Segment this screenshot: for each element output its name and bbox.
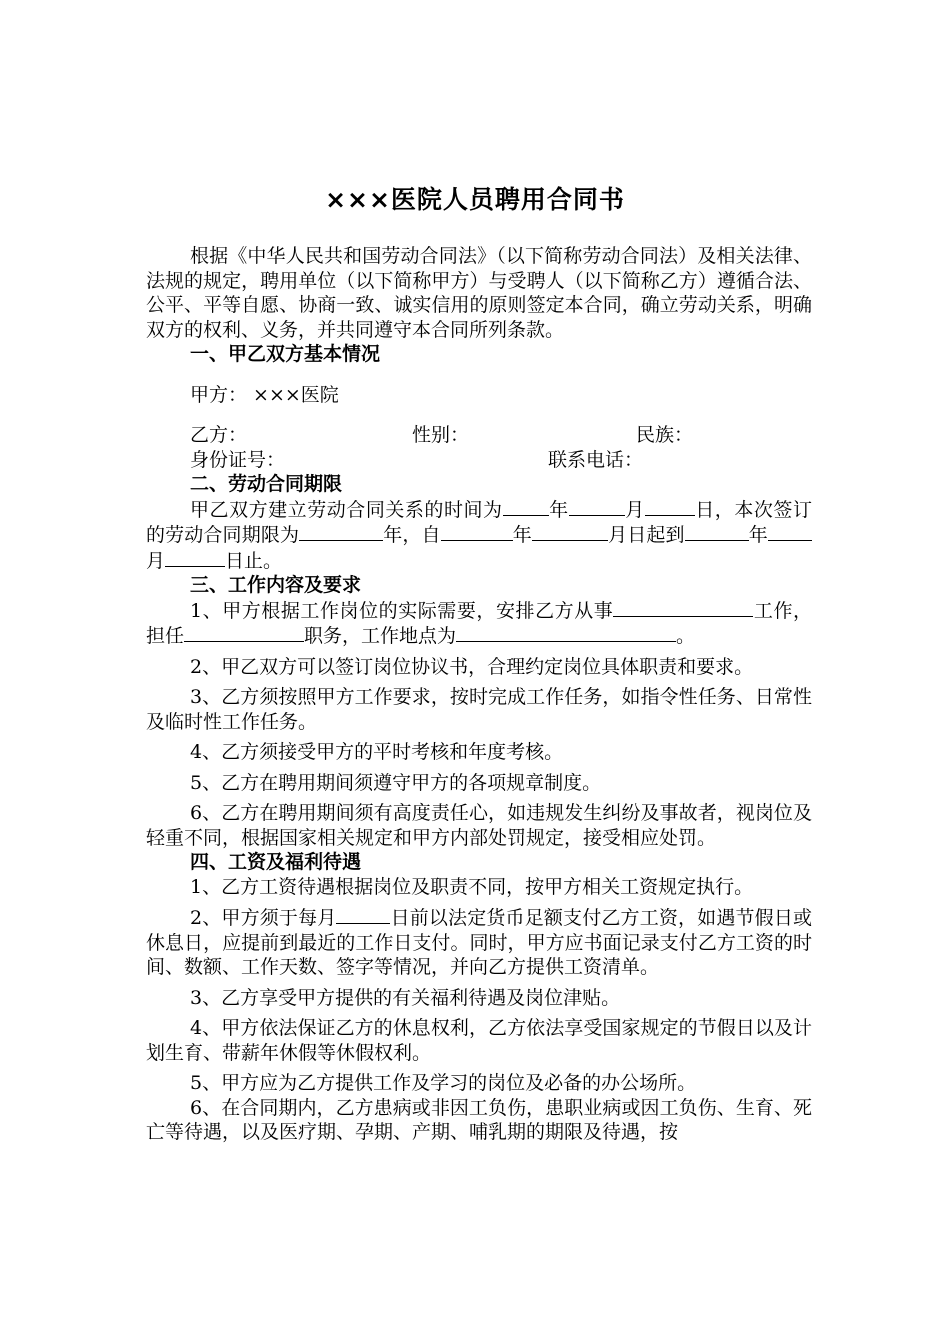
to-day-blank [165, 548, 225, 567]
salary-item-2-text-b: 日前以法定货币足额支付乙方工资，如遇节假日或休息日，应提前到最近的工作日支付。同时，甲方应书面记录支付乙方工资的时间、数额、工作天数、签字等情况，并向乙方提供工资清单。 [146, 907, 812, 978]
section-2-heading: 二、劳动合同期限 [190, 473, 343, 495]
year-label: 年 [512, 524, 532, 546]
period-text-2: 本次签订的劳动合同期限为 [146, 498, 812, 546]
work-item-1-text: 1、甲方根据工作岗位的实际需要，安排乙方从事 [190, 599, 614, 622]
to-year-blank [685, 522, 749, 541]
month-label: 月 [607, 524, 628, 546]
year-label: 年 [748, 524, 768, 546]
year-label: 年 [548, 498, 569, 521]
document-body [146, 244, 812, 1145]
pay-day-blank [336, 905, 390, 924]
id-number-label: 身份证号： [190, 448, 286, 471]
to-month-blank [768, 522, 812, 541]
id-row [146, 448, 812, 473]
section-1-heading: 一、甲乙双方基本情况 [190, 343, 381, 365]
start-day-blank [645, 497, 695, 516]
start-month-blank [569, 497, 625, 516]
salary-item-6: 6、在合同期内，乙方患病或非因工负伤，患职业病或因工负伤、生育、死亡等待遇，以及医疗期、孕期、产期、哺乳期的期限及待遇，按 [146, 1096, 812, 1143]
party-b-label: 乙方： [190, 424, 248, 446]
period-text-5: 日止。 [225, 549, 283, 572]
period-text-4: 日起到 [627, 524, 685, 546]
day-label: 日， [694, 498, 735, 521]
salary-item-3: 3、乙方享受甲方提供的有关福利待遇及岗位津贴。 [190, 986, 621, 1009]
work-item-3: 3、乙方须按照甲方工作要求，按时完成工作任务，如指令性任务、日常性及临时性工作任务。 [146, 686, 812, 733]
period-text-3: 年，自 [383, 524, 441, 546]
salary-item-4: 4、甲方依法保证乙方的休息权利，乙方依法享受国家规定的节假日以及计划生育、带薪年休假等休假权利。 [146, 1017, 812, 1064]
work-item-6: 6、乙方在聘用期间须有高度责任心，如违规发生纠纷及事故者，视岗位及轻重不同，根据国家相关规定和甲方内部处罚规定，接受相应处罚。 [146, 802, 812, 849]
work-item-5: 5、乙方在聘用期间须遵守甲方的各项规章制度。 [190, 771, 602, 794]
party-b-row [146, 423, 812, 448]
work-item-2: 2、甲乙双方可以签订岗位协议书，合理约定岗位具体职责和要求。 [190, 655, 754, 678]
salary-item-5: 5、甲方应为乙方提供工作及学习的岗位及必备的办公场所。 [190, 1072, 697, 1094]
contract-period-paragraph [146, 497, 812, 574]
from-month-blank [532, 522, 608, 541]
work-item-1 [146, 598, 812, 649]
work-item-1-text-b: 工作，担任 [146, 599, 812, 647]
intro-paragraph: 根据《中华人民共和国劳动合同法》（以下简称劳动合同法）及相关法律、法规的规定，聘用单位（以下简称甲方）与受聘人（以下简称乙方）遵循合法、公平、平等自愿、协商一致、诚实信用的原则签定本合同，确立劳动关系，明确双方的权利、义务，并共同遵守本合同所列条款。 [146, 245, 812, 341]
ethnicity-label: 民族： [636, 424, 694, 446]
salary-item-2-text-a: 2、甲方须于每月 [190, 907, 337, 929]
period-text-1: 甲乙双方建立劳动合同关系的时间为 [190, 498, 503, 521]
position-blank [184, 623, 304, 642]
phone-label: 联系电话： [548, 448, 644, 471]
job-type-blank [613, 598, 753, 617]
from-year-blank [441, 522, 513, 541]
month-label: 月 [624, 498, 645, 521]
gender-label: 性别： [412, 424, 470, 446]
section-4-heading: 四、工资及福利待遇 [190, 851, 362, 873]
party-a-line: 甲方： ×××医院 [190, 383, 339, 406]
document-title: ×××医院人员聘用合同书 [325, 185, 625, 214]
term-years-blank [299, 522, 383, 541]
work-location-blank [456, 623, 676, 642]
work-item-1-text-c: 职务，工作地点为 [304, 625, 457, 647]
month-label: 月 [146, 549, 166, 572]
section-3-heading: 三、工作内容及要求 [190, 574, 362, 596]
start-year-blank [503, 497, 549, 516]
work-item-4: 4、乙方须接受甲方的平时考核和年度考核。 [190, 741, 564, 763]
salary-item-1: 1、乙方工资待遇根据岗位及职责不同，按甲方相关工资规定执行。 [190, 875, 754, 898]
salary-item-2 [146, 905, 812, 980]
work-item-1-text-d: 。 [676, 625, 696, 647]
